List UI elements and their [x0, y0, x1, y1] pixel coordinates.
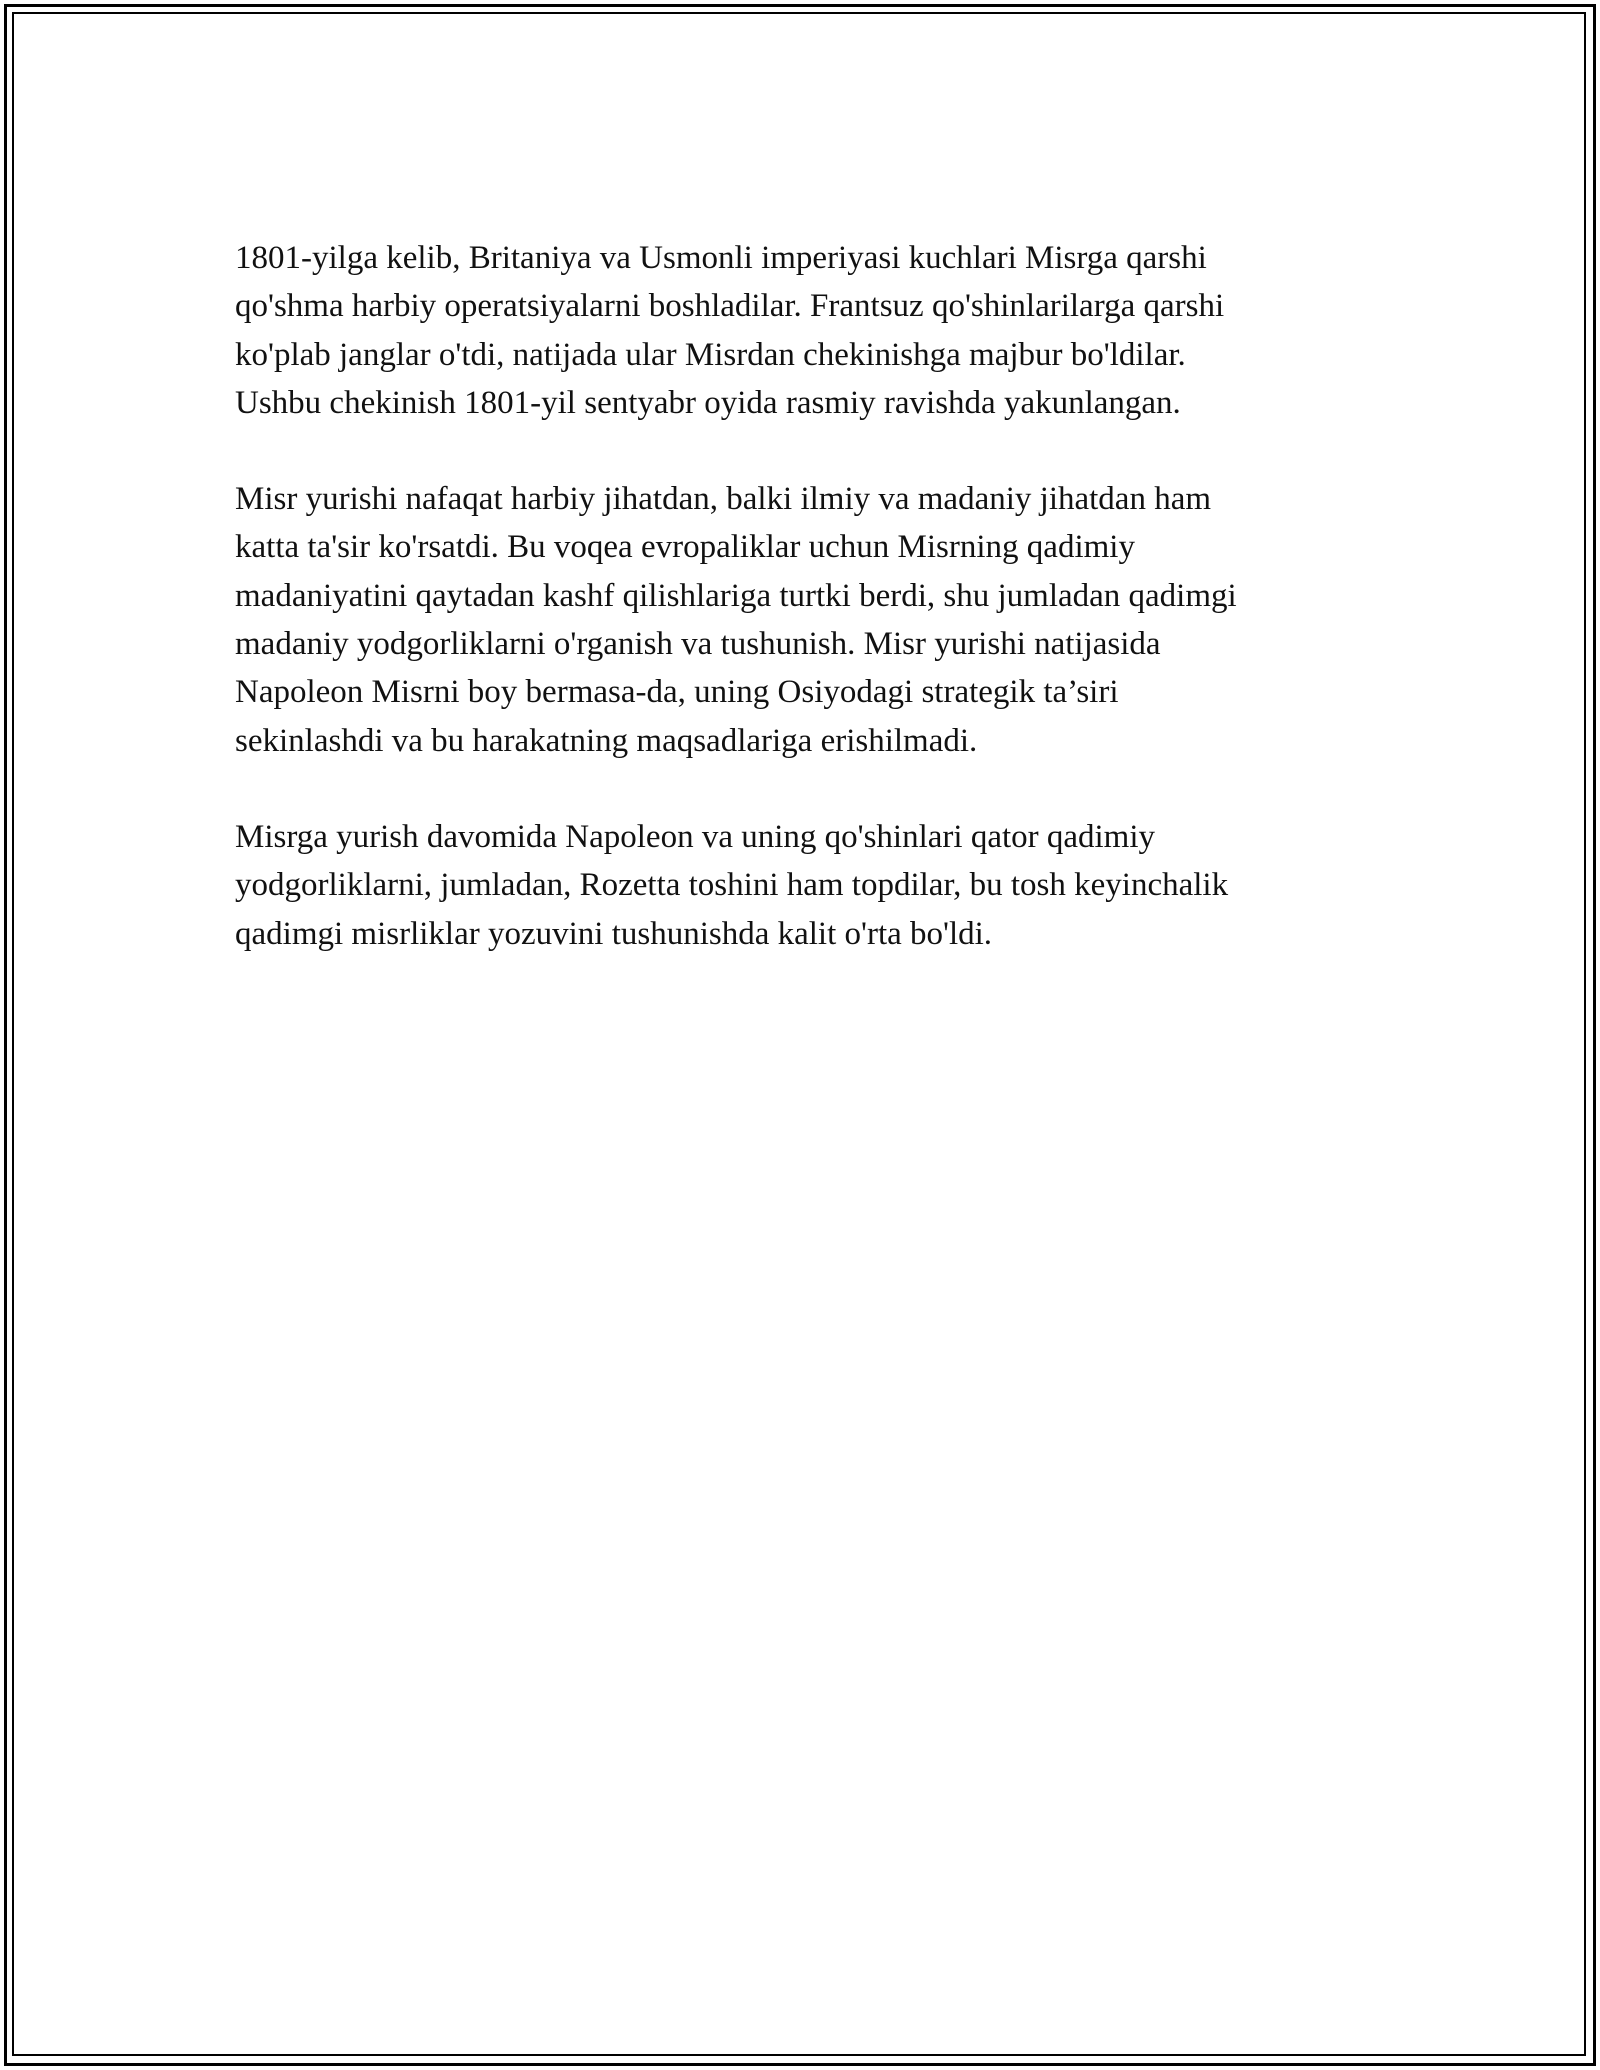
paragraph-1 — [235, 234, 1375, 427]
text-line: Ushbu chekinish 1801-yil sentyabr oyida rasmiy ravishda yakunlangan. — [235, 384, 1181, 421]
text-line: qadimgi misrliklar yozuvini tushunishda kalit o'rta bo'ldi. — [235, 915, 993, 952]
text-line: 1801-yilga kelib, Britaniya va Usmonli imperiyasi kuchlari Misrga qarshi — [235, 240, 1207, 276]
text-line: yodgorliklarni, jumladan, Rozetta toshini ham topdilar, bu tosh keyinchalik — [235, 867, 1229, 904]
text-line: Napoleon Misrni boy bermasa-da, uning Osiyodagi strategik ta’siri — [235, 674, 1119, 711]
text-line: sekinlashdi va bu harakatning maqsadlariga erishilmadi. — [235, 722, 978, 759]
text-line: madaniy yodgorliklarni o'rganish va tushunish. Misr yurishi natijasida — [235, 626, 1161, 663]
text-line: Misrga yurish davomida Napoleon va uning qo'shinlari qator qadimiy — [235, 818, 1156, 855]
text-line: ko'plab janglar o'tdi, natijada ular Misrdan chekinishga majbur bo'ldilar. — [235, 336, 1186, 373]
text-line: qo'shma harbiy operatsiyalarni boshladilar. Frantsuz qo'shinlarilarga qarshi — [235, 288, 1225, 325]
document-body — [235, 234, 1375, 1006]
text-line: katta ta'sir ko'rsatdi. Bu voqea evropaliklar uchun Misrning qadimiy — [235, 529, 1135, 566]
text-line: Misr yurishi nafaqat harbiy jihatdan, balki ilmiy va madaniy jihatdan ham — [235, 481, 1212, 518]
paragraph-2 — [235, 475, 1375, 765]
text-line: madaniyatini qaytadan kashf qilishlariga turtki berdi, shu jumladan qadimgi — [235, 577, 1237, 614]
paragraph-3 — [235, 813, 1375, 958]
